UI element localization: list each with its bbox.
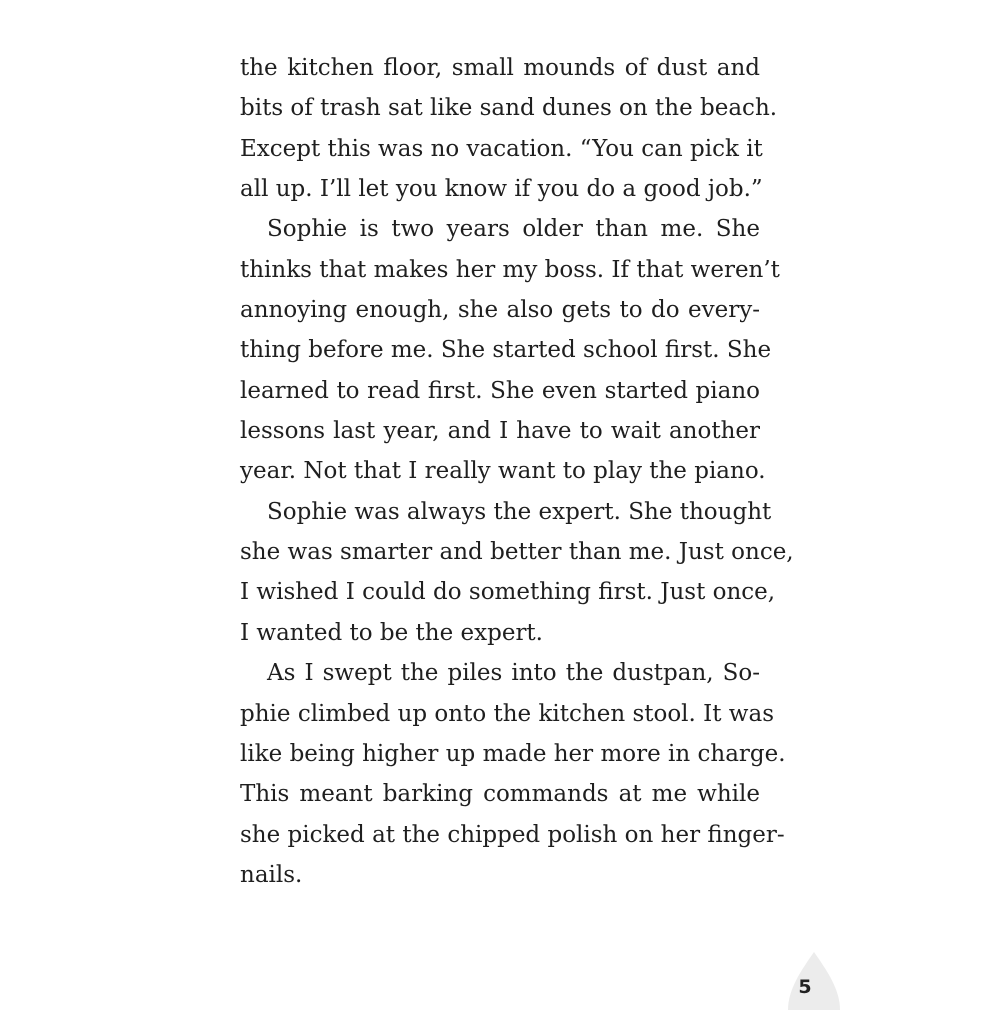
- text-line: like being higher up made her more in charge.: [240, 740, 786, 767]
- text-line: I wished I could do something first. Just once,: [240, 579, 776, 606]
- body-text: [240, 48, 794, 895]
- text-line: lessons last year, and I have to wait another: [240, 418, 760, 445]
- page-number: 5: [798, 976, 812, 998]
- text-line: the kitchen floor, small mounds of dust and: [240, 55, 760, 81]
- text-line: I wanted to be the expert.: [240, 619, 543, 646]
- text-line: learned to read first. She even started piano: [240, 377, 760, 404]
- text-line: Sophie was always the expert. She thought: [267, 498, 772, 525]
- text-line: thinks that makes her my boss. If that weren’t: [240, 256, 780, 283]
- text-line: thing before me. She started school first. She: [240, 337, 772, 364]
- text-line: she picked at the chipped polish on her finger-: [240, 821, 785, 848]
- text-line: bits of trash sat like sand dunes on the beach.: [240, 95, 778, 122]
- text-line: Sophie is two years older than me. She: [267, 216, 760, 243]
- text-line: phie climbed up onto the kitchen stool. It was: [240, 700, 774, 727]
- text-line: year. Not that I really want to play the piano.: [240, 458, 766, 485]
- text-line: As I swept the piles into the dustpan, So-: [267, 660, 760, 687]
- text-line: This meant barking commands at me while: [240, 781, 760, 808]
- text-line: she was smarter and better than me. Just once,: [240, 539, 794, 566]
- text-line: nails.: [240, 861, 303, 888]
- text-line: annoying enough, she also gets to do every-: [240, 297, 760, 324]
- text-line: all up. I’ll let you know if you do a good job.”: [240, 176, 763, 203]
- text-line: Except this was no vacation. “You can pick it: [240, 135, 763, 162]
